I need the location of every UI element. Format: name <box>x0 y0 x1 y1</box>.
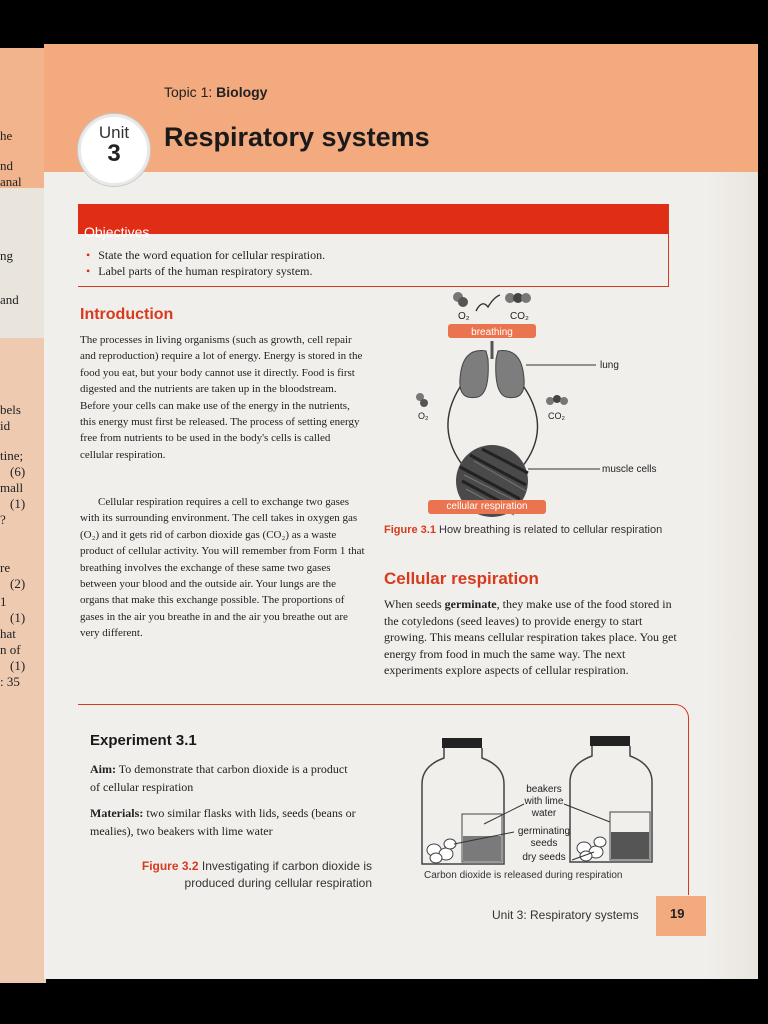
lung-label: lung <box>600 360 619 371</box>
figure-3-1-caption <box>384 522 664 538</box>
oxygen-molecule-icon <box>453 292 468 307</box>
oxygen-molecule-left-icon <box>416 393 428 407</box>
introduction-heading: Introduction <box>80 306 174 323</box>
left-text-fragment: (2) <box>10 576 26 591</box>
left-text-fragment: (6) <box>10 464 26 479</box>
left-page-edge <box>0 48 46 983</box>
breathing-respiration-diagram <box>400 289 680 519</box>
left-text-fragment: hat <box>0 626 16 641</box>
left-text-fragment: (1) <box>10 496 26 511</box>
objective-text: State the word equation for cellular respiration. <box>98 248 326 262</box>
objectives-bar <box>78 204 668 234</box>
materials-text: two similar flasks with lids, seeds (beans or mealies), two beakers with lime water <box>90 806 356 838</box>
jar-label-dry-seeds: dry seeds <box>522 852 566 863</box>
unit-number: 3 <box>107 140 121 167</box>
jar-label-water: water <box>531 808 557 819</box>
beaker-pointer-right <box>564 804 610 822</box>
jar-label-seeds: seeds <box>530 838 558 849</box>
topic-label <box>164 84 267 100</box>
left-text-fragment: id <box>0 418 11 433</box>
unit-badge <box>78 114 150 186</box>
o2-top-label: O₂ <box>458 311 470 322</box>
left-text-fragment: mall <box>0 480 24 495</box>
running-footer: Unit 3: Respiratory systems <box>492 908 639 922</box>
experiment-materials <box>90 804 370 840</box>
carbon-dioxide-molecule-right-icon <box>546 395 568 405</box>
exchange-arrow <box>476 295 500 311</box>
left-text-fragment: tine; <box>0 448 24 463</box>
jar-label-with-lime: with lime <box>524 796 564 807</box>
left-text-fragment: he <box>0 128 13 143</box>
left-text-fragment: re <box>0 560 11 575</box>
objective-item <box>86 248 325 263</box>
left-text-fragment: ? <box>0 512 6 527</box>
topic-name: Biology <box>216 84 268 100</box>
page-edge-shading <box>706 44 758 979</box>
circulation-arrow-left <box>448 387 464 467</box>
jars-caption: Carbon dioxide is released during respiration <box>424 870 623 881</box>
circulation-arrow-right <box>522 387 538 467</box>
left-text-fragment: 1 <box>0 594 7 609</box>
objectives-box <box>78 204 669 287</box>
bullet-icon: • <box>86 248 91 262</box>
carbon-dioxide-molecule-icon <box>505 293 531 303</box>
co2-top-label: CO₂ <box>510 311 529 322</box>
page-title: Respiratory systems <box>164 122 430 152</box>
left-text-fragment: bels <box>0 402 21 417</box>
bullet-icon: • <box>86 264 91 278</box>
page-number: 19 <box>670 906 685 921</box>
co2-right-label: CO₂ <box>548 411 565 421</box>
right-jar-icon <box>570 736 652 862</box>
left-text-fragment: : 35 <box>0 674 20 689</box>
paragraph-text: When seeds <box>384 597 445 611</box>
figure-3-2-text: Investigating if carbon dioxide is produced during cellular respiration <box>184 859 372 890</box>
muscle-cells-label: muscle cells <box>602 464 657 475</box>
left-text-fragment: n of <box>0 642 21 657</box>
introduction-paragraph-1: The processes in living organisms (such as growth, cell repair and reproduction) require a lot of energy. Energy is stored in the food you eat, but your body cannot use it directly. Food is first digested and the nutrients are taken up in the bloodstream. Before your cells can make use of the energy in the nutrients, this energy must first be released. The process of setting energy free from nutrients to be used in the body's cells is called cellular respiration. <box>80 334 363 461</box>
jar-label-germinating: germinating <box>517 826 571 837</box>
left-text-fragment: and <box>0 292 19 307</box>
cellular-respiration-paragraph <box>384 596 684 679</box>
aim-label: Aim: <box>90 762 116 776</box>
objectives-title: Objectives <box>84 224 150 240</box>
left-text-fragment: ng <box>0 248 13 263</box>
figure-3-2-caption <box>104 858 372 892</box>
experiment-aim <box>90 760 360 796</box>
topic-prefix: Topic 1: <box>164 84 213 100</box>
key-term: germinate <box>444 597 497 611</box>
cellular-respiration-heading: Cellular respiration <box>384 569 539 588</box>
lungs-icon <box>460 341 524 398</box>
left-text-fragment: (1) <box>10 658 26 673</box>
textbook-page <box>44 44 758 979</box>
objective-item <box>86 264 312 279</box>
left-jar-icon <box>422 738 504 864</box>
cellular-respiration-label: cellular respiration <box>428 500 546 514</box>
experiment-heading: Experiment 3.1 <box>90 732 197 749</box>
jars-experiment-diagram <box>414 732 664 872</box>
aim-text: To demonstrate that carbon dioxide is a product of cellular respiration <box>90 762 348 794</box>
figure-3-2-label: Figure 3.2 <box>141 859 199 873</box>
objective-text: Label parts of the human respiratory system. <box>98 264 313 278</box>
materials-label: Materials: <box>90 806 144 820</box>
figure-3-1-label: Figure 3.1 <box>384 524 436 536</box>
unit-word: Unit <box>98 123 130 142</box>
jar-label-beakers: beakers <box>526 784 562 795</box>
o2-left-label: O₂ <box>418 411 429 421</box>
left-text-fragment: anal <box>0 174 22 189</box>
introduction-paragraph-2: Cellular respiration requires a cell to exchange two gases with its surrounding environment. The cell takes in oxygen gas (O₂) and it gets rid of carbon dioxide gas (CO₂) as a waste product of cellular activity. You will remember from Form 1 that breathing involves the exchange of these same two gases between your blood and the outside air. Your lungs are the organs that make this exchange possible. The proportions of gases in the air you breathe in and the air you breathe out are very different. <box>80 496 365 640</box>
breathing-label: breathing <box>471 327 513 338</box>
left-text-fragment: (1) <box>10 610 26 625</box>
paragraph-text: , they make use of the food stored in the cotyledons (seed leaves) to provide energy to start growing. This means cellular respiration takes place. You get energy from food in much the same way. The next experiments explore aspects of cellular respiration. <box>384 597 677 677</box>
figure-3-1-text: How breathing is related to cellular respiration <box>439 524 663 536</box>
left-text-fragment: nd <box>0 158 13 173</box>
